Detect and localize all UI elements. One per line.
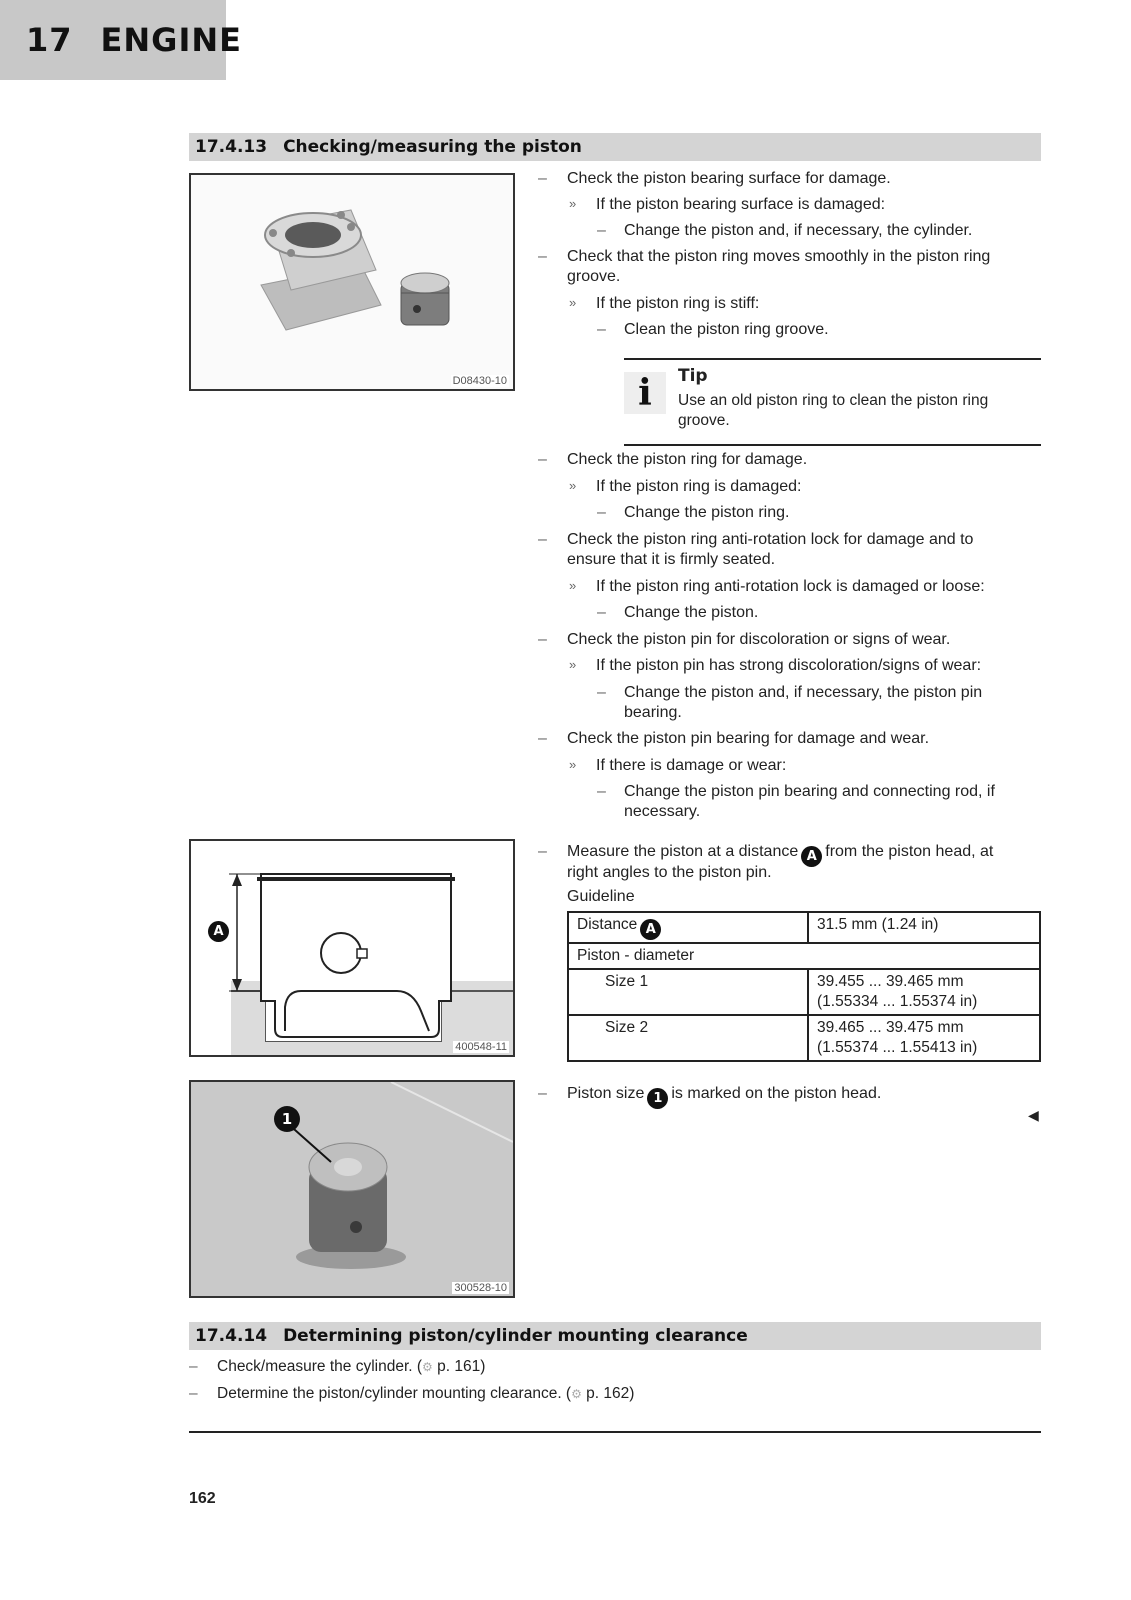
- piston-head-illustration: [191, 1082, 513, 1296]
- condition-item: If the piston pin has strong discoloration/signs of wear:: [596, 657, 982, 674]
- check-item: Check the piston pin for discoloration or signs of wear.: [567, 631, 951, 648]
- page-ref[interactable]: p. 161): [437, 1358, 486, 1375]
- table-row: [568, 1015, 1040, 1061]
- action-item: Change the piston and, if necessary, the cylinder.: [624, 222, 973, 239]
- section-number: 17.4.14: [195, 1326, 268, 1346]
- list-item-text: Check/measure the cylinder. (: [217, 1358, 423, 1375]
- tip-text: Use an old piston ring to clean the piston ring: [678, 392, 989, 409]
- table-cell: [808, 969, 1040, 1015]
- bullet-dash: –: [597, 684, 606, 701]
- action-item: Clean the piston ring groove.: [624, 321, 829, 338]
- section-heading-17-4-14: [189, 1322, 1041, 1350]
- measure-text: from the piston head, at: [825, 843, 994, 860]
- cylinder-piston-illustration: [191, 175, 513, 389]
- table-row: [568, 969, 1040, 1015]
- guideline-table: [567, 911, 1041, 1062]
- bullet-dash: –: [597, 222, 606, 239]
- table-cell: Size 2: [568, 1015, 808, 1061]
- bullet-dash: –: [538, 248, 547, 265]
- size2-in: (1.55374 ... 1.55413 in): [817, 1039, 978, 1056]
- section-title: Checking/measuring the piston: [283, 137, 582, 157]
- figure-piston-head-photo: [189, 1080, 515, 1298]
- table-row: [568, 943, 1040, 969]
- section-number: 17.4.13: [195, 137, 268, 157]
- action-item: Change the piston ring.: [624, 504, 790, 521]
- list-item[interactable]: [217, 1385, 634, 1403]
- action-item: Change the piston and, if necessary, the piston pin: [624, 684, 983, 701]
- size1-mm: 39.455 ... 39.465 mm: [817, 973, 964, 990]
- condition-item: If the piston ring anti-rotation lock is damaged or loose:: [596, 578, 985, 595]
- bullet-dash: –: [538, 843, 547, 860]
- bullet-dash: –: [538, 1085, 547, 1102]
- bullet-dash: –: [538, 631, 547, 648]
- action-item: Change the piston pin bearing and connecting rod, if: [624, 783, 995, 800]
- list-item[interactable]: [217, 1358, 485, 1376]
- info-icon: i: [624, 372, 666, 414]
- marker-a: A: [801, 846, 822, 867]
- bullet-arrow: »: [569, 657, 577, 672]
- condition-item: If the piston bearing surface is damaged:: [596, 196, 886, 213]
- bullet-dash: –: [597, 321, 606, 338]
- page-number: 162: [189, 1490, 216, 1507]
- figure-piston-diagram: [189, 839, 515, 1057]
- tip-text-cont: groove.: [678, 412, 730, 429]
- figure-cylinder-piston-photo: [189, 173, 515, 391]
- marker-1: 1: [647, 1088, 668, 1109]
- list-item-text: Determine the piston/cylinder mounting clearance. (: [217, 1385, 572, 1402]
- bullet-arrow: »: [569, 478, 577, 493]
- action-item-cont: bearing.: [624, 704, 682, 721]
- page-ref[interactable]: p. 162): [586, 1385, 635, 1402]
- tip-title: Tip: [678, 366, 708, 386]
- chapter-tab: [0, 0, 242, 80]
- guideline-label: Guideline: [567, 888, 635, 905]
- marker-a: A: [208, 921, 229, 942]
- page-ref-icon: ⚙: [571, 1387, 582, 1401]
- check-item: Check the piston pin bearing for damage and wear.: [567, 730, 930, 747]
- action-item: Change the piston.: [624, 604, 759, 621]
- table-cell: [568, 912, 808, 943]
- size2-mm: 39.465 ... 39.475 mm: [817, 1019, 964, 1036]
- measure-text: Measure the piston at a distance: [567, 843, 799, 860]
- piston-size-desc: is marked on the piston head.: [671, 1085, 882, 1102]
- figure-code: 400548-11: [455, 1041, 507, 1053]
- bullet-dash: –: [538, 531, 547, 548]
- bullet-dash: –: [189, 1358, 198, 1375]
- action-item-cont: necessary.: [624, 803, 701, 820]
- table-row: [568, 912, 1040, 943]
- piston-size-text: [567, 1085, 881, 1109]
- table-cell: [808, 1015, 1040, 1061]
- tip-box: [624, 358, 1041, 446]
- figure-code: 300528-10: [454, 1282, 507, 1294]
- table-cell: Piston - diameter: [568, 943, 1040, 969]
- end-of-section-icon: ◀: [1028, 1107, 1039, 1123]
- check-item: Check the piston ring for damage.: [567, 451, 808, 468]
- chapter-title: ENGINE: [100, 21, 242, 59]
- check-item-cont: groove.: [567, 268, 621, 285]
- bullet-dash: –: [538, 170, 547, 187]
- bullet-dash: –: [597, 783, 606, 800]
- table-cell: 31.5 mm (1.24 in): [808, 912, 1040, 943]
- size1-in: (1.55334 ... 1.55374 in): [817, 993, 978, 1010]
- piston-measurement-diagram: [191, 841, 513, 1055]
- condition-item: If the piston ring is stiff:: [596, 295, 760, 312]
- page-ref-icon: ⚙: [422, 1360, 433, 1374]
- marker-a: A: [640, 919, 661, 940]
- bullet-arrow: »: [569, 578, 577, 593]
- bullet-dash: –: [597, 504, 606, 521]
- check-item: Check the piston bearing surface for damage.: [567, 170, 891, 187]
- distance-label: Distance: [577, 916, 638, 933]
- check-item: Check that the piston ring moves smoothly in the piston ring: [567, 248, 991, 265]
- condition-item: If there is damage or wear:: [596, 757, 787, 774]
- bullet-arrow: »: [569, 757, 577, 772]
- bullet-dash: –: [538, 451, 547, 468]
- condition-item: If the piston ring is damaged:: [596, 478, 802, 495]
- bullet-arrow: »: [569, 295, 577, 310]
- bullet-dash: –: [597, 604, 606, 621]
- piston-size-label: Piston size: [567, 1085, 645, 1102]
- check-item: Check the piston ring anti-rotation lock for damage and to: [567, 531, 974, 548]
- measure-line2: right angles to the piston pin.: [567, 864, 772, 881]
- marker-1: 1: [274, 1106, 300, 1132]
- bullet-dash: –: [189, 1385, 198, 1402]
- footer-rule: [189, 1431, 1041, 1433]
- figure-code: D08430-10: [452, 375, 507, 387]
- check-item-cont: ensure that it is firmly seated.: [567, 551, 776, 568]
- bullet-arrow: »: [569, 196, 577, 211]
- bullet-dash: –: [538, 730, 547, 747]
- section-title: Determining piston/cylinder mounting clearance: [283, 1326, 748, 1346]
- table-cell: Size 1: [568, 969, 808, 1015]
- section-heading-17-4-13: [189, 133, 1041, 161]
- chapter-number: 17: [26, 21, 73, 59]
